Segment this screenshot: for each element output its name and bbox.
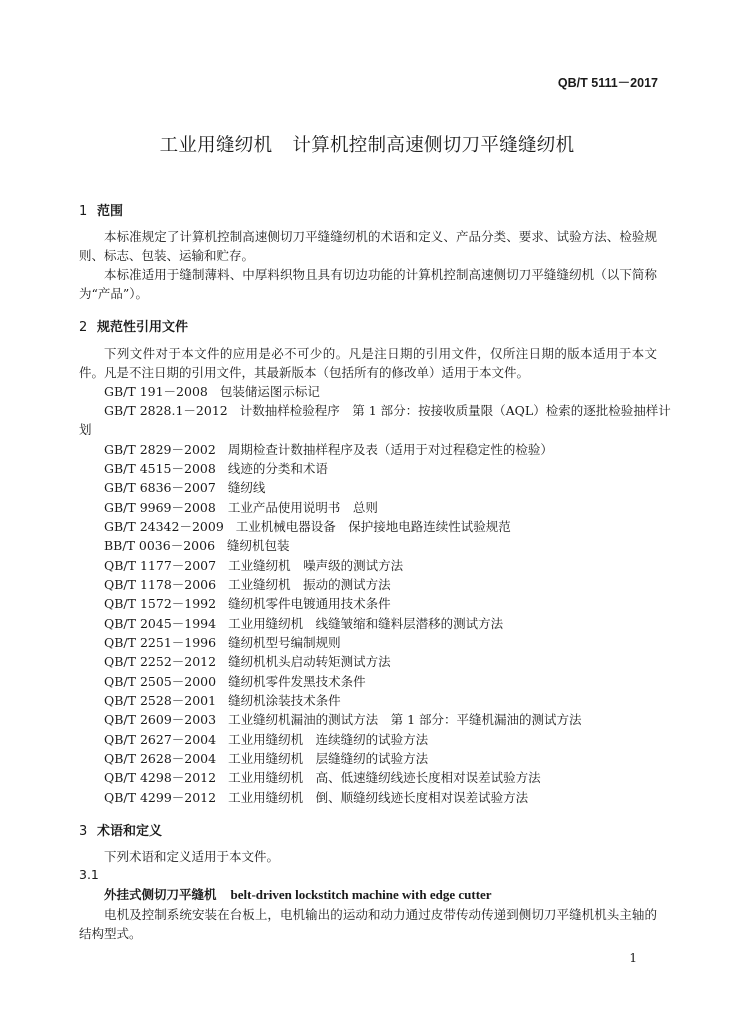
term-english: belt-driven lockstitch machine with edge cutter <box>230 887 492 902</box>
section-1-paragraph-1: 本标准规定了计算机控制高速侧切刀平缝缝纫机的术语和定义、产品分类、要求、试验方法、检验规则、标志、包装、运输和贮存。 <box>79 229 657 263</box>
subsection-number: 3.1 <box>79 867 99 882</box>
reference-item: QB/T 2251－1996 缝纫机型号编制规则 <box>104 635 341 650</box>
reference-item: QB/T 1572－1992 缝纫机零件电镀通用技术条件 <box>104 596 391 611</box>
reference-item: GB/T 2829－2002 周期检查计数抽样程序及表（适用于对过程稳定性的检验） <box>104 442 553 457</box>
section-3-intro: 下列术语和定义适用于本文件。 <box>104 849 280 864</box>
section-3-heading: 3 术语和定义 <box>79 824 163 839</box>
reference-item: GB/T 9969－2008 工业产品使用说明书 总则 <box>104 500 378 515</box>
reference-item: QB/T 2045－1994 工业用缝纫机 线缝皱缩和缝料层潜移的测试方法 <box>104 616 504 631</box>
section-2-heading: 2 规范性引用文件 <box>79 320 189 335</box>
reference-item: BB/T 0036－2006 缝纫机包装 <box>104 538 290 553</box>
reference-item: QB/T 1178－2006 工业缝纫机 振动的测试方法 <box>104 577 391 592</box>
section-1-paragraph-2: 本标准适用于缝制薄料、中厚料织物且具有切边功能的计算机控制高速侧切刀平缝缝纫机（以下简称为“产品”）。 <box>79 267 657 301</box>
reference-item: GB/T 2828.1－2012 计数抽样检验程序 第 1 部分：按接收质量限（AQL）检索的逐批检验抽样计 <box>104 403 671 418</box>
reference-item: QB/T 4298－2012 工业用缝纫机 高、低速缝纫线迹长度相对误差试验方法 <box>104 770 541 785</box>
reference-item-continuation: 划 <box>79 422 92 437</box>
reference-item: QB/T 2252－2012 缝纫机机头启动转矩测试方法 <box>104 654 391 669</box>
reference-item: GB/T 4515－2008 线迹的分类和术语 <box>104 461 328 476</box>
document-title <box>0 131 734 157</box>
reference-item: QB/T 4299－2012 工业用缝纫机 倒、顺缝纫线迹长度相对误差试验方法 <box>104 790 529 805</box>
section-2-intro: 下列文件对于本文件的应用是必不可少的。凡是注日期的引用文件，仅所注日期的版本适用于本文件。凡是不注日期的引用文件，其最新版本（包括所有的修改单）适用于本文件。 <box>79 346 657 380</box>
standard-number: QB/T 5111－2017 <box>557 76 658 90</box>
title-part-2: 计算机控制高速侧切刀平缝缝纫机 <box>292 135 575 156</box>
page-number: 1 <box>629 951 637 965</box>
reference-item: GB/T 24342－2009 工业机械电器设备 保护接地电路连续性试验规范 <box>104 519 511 534</box>
reference-item: GB/T 191－2008 包装储运图示标记 <box>104 384 320 399</box>
reference-item: QB/T 1177－2007 工业缝纫机 噪声级的测试方法 <box>104 558 404 573</box>
reference-item: QB/T 2505－2000 缝纫机零件发黑技术条件 <box>104 674 366 689</box>
reference-item: QB/T 2609－2003 工业缝纫机漏油的测试方法 第 1 部分：平缝机漏油的测试方法 <box>104 712 582 727</box>
title-part-1: 工业用缝纫机 <box>159 135 273 156</box>
term-heading <box>104 885 492 903</box>
reference-item: GB/T 6836－2007 缝纫线 <box>104 480 266 495</box>
reference-item: QB/T 2528－2001 缝纫机涂装技术条件 <box>104 693 341 708</box>
term-definition: 电机及控制系统安装在台板上，电机输出的运动和动力通过皮带传动传递到侧切刀平缝机机头主轴的结构型式。 <box>79 907 657 941</box>
term-chinese: 外挂式侧切刀平缝机 <box>104 887 217 902</box>
reference-item: QB/T 2627－2004 工业用缝纫机 连续缝纫的试验方法 <box>104 732 429 747</box>
section-1-heading: 1 范围 <box>79 204 124 219</box>
reference-item: QB/T 2628－2004 工业用缝纫机 层缝缝纫的试验方法 <box>104 751 429 766</box>
